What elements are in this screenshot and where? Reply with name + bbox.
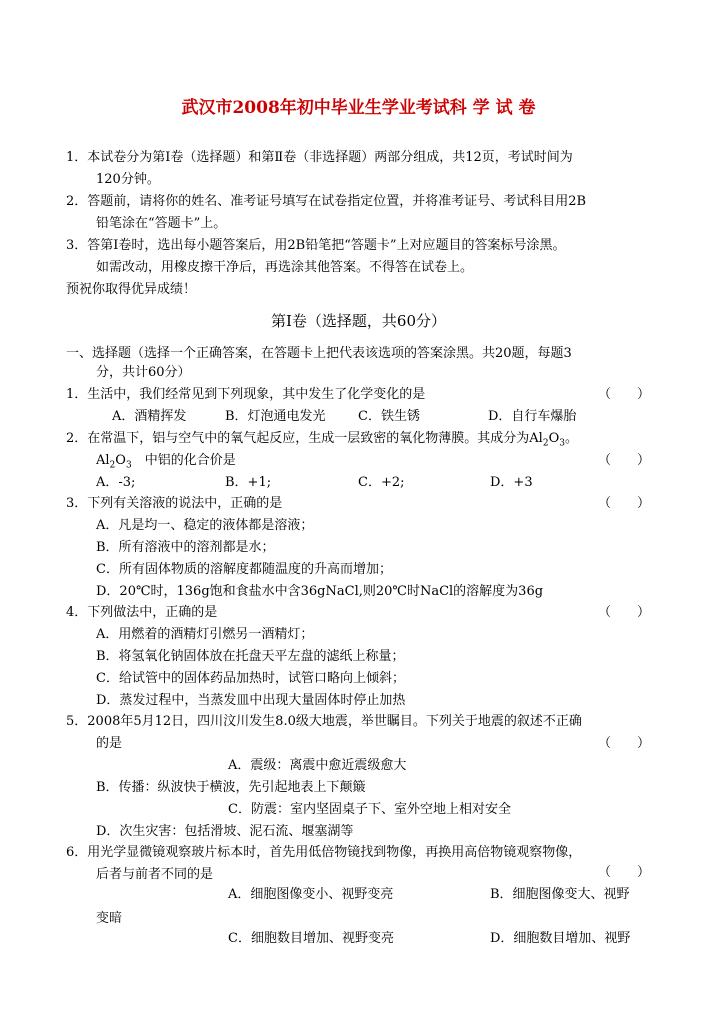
answer-paren: （ ） (598, 605, 651, 620)
option-a: A．酒精挥发 (112, 409, 187, 424)
option-d: D．+3 (490, 475, 533, 490)
stem-text: 。 (564, 431, 578, 446)
answer-paren: （ ） (598, 387, 651, 402)
section-title: 第Ⅰ卷（选择题，共60分） (270, 312, 446, 330)
option-d: D．蒸发过程中，当蒸发皿中出现大量固体时停止加热 (96, 693, 406, 708)
option-b: B．传播：纵波快于横波，先引起地表上下颠簸 (96, 780, 366, 795)
option-b: B．将氢氧化钠固体放在托盘天平左盘的滤纸上称量； (96, 649, 405, 664)
question-2-stem (66, 430, 578, 448)
option-a: A．细胞图像变小、视野变亮 (228, 887, 394, 902)
option-c: C．防震：室内坚固桌子下、室外空地上相对安全 (228, 802, 511, 817)
subscript: 2 (109, 460, 116, 471)
subscript: 3 (559, 438, 565, 449)
option-b: B．所有溶液中的溶剂都是水； (96, 540, 275, 555)
instruction-line: 1．本试卷分为第Ⅰ卷（选择题）和第Ⅱ卷（非选择题）两部分组成，共12页，考试时间为 (66, 150, 573, 165)
question-5-stem-cont: 的是 (96, 736, 123, 751)
instruction-line: 预祝你取得优异成绩！ (66, 282, 197, 297)
exam-title: 武汉市2008年初中毕业生学业考试科 学 试 卷 (181, 98, 536, 118)
part-heading: 一、选择题（选择一个正确答案，在答题卡上把代表该选项的答案涂黑。共20题，每题3 (66, 346, 572, 361)
option-b-cont: 变暗 (96, 911, 123, 926)
question-3-stem: 3．下列有关溶液的说法中，正确的是 (66, 496, 283, 511)
option-a: A．凡是均一、稳定的液体都是溶液； (96, 518, 314, 533)
option-d: D．20℃时，136g饱和食盐水中含36gNaCl,则20℃时NaCl的溶解度为36g (96, 584, 544, 599)
formula-text: O (115, 453, 126, 468)
question-4-stem: 4．下列做法中，正确的是 (66, 605, 218, 620)
question-1-stem: 1．生活中，我们经常见到下列现象，其中发生了化学变化的是 (66, 387, 426, 402)
stem-text: 2．在常温下，铝与空气中的氧气起反应，生成一层致密的氧化物薄膜。其成分为Al (66, 431, 543, 446)
answer-paren: （ ） (598, 736, 651, 751)
option-c: C．给试管中的固体药品加热时，试管口略向上倾斜； (96, 671, 405, 686)
option-c: C．铁生锈 (358, 409, 420, 424)
subscript: 2 (542, 438, 549, 449)
stem-text: O (548, 431, 560, 446)
option-c: C．所有固体物质的溶解度都随温度的升高而增加； (96, 562, 392, 577)
instruction-line: 3．答第Ⅰ卷时，选出每小题答案后，用2B铅笔把“答题卡”上对应题目的答案标号涂黑。 (66, 238, 566, 253)
formula-text: Al (96, 453, 110, 468)
option-d: D．细胞数目增加、视野 (490, 931, 631, 946)
question-6-stem-cont: 后者与前者不同的是 (96, 867, 214, 882)
option-b: B．灯泡通电发光 (225, 409, 326, 424)
option-d: D．次生灾害：包括滑坡、泥石流、堰塞湖等 (96, 824, 354, 839)
option-d: D．自行车爆胎 (488, 409, 577, 424)
option-c: C．+2; (358, 475, 405, 490)
question-5-stem: 5．2008年5月12日，四川汶川发生8.0级大地震，举世瞩目。下列关于地震的叙述不正确 (66, 714, 582, 729)
option-c: C．细胞数目增加、视野变亮 (228, 931, 394, 946)
subscript: 3 (125, 460, 132, 471)
option-b: B．细胞图像变大、视野 (490, 887, 630, 902)
answer-paren: （ ） (598, 496, 651, 511)
option-a: A．震级：离震中愈近震级愈大 (228, 758, 407, 773)
option-b: B．+1; (225, 475, 272, 490)
part-heading: 分，共计60分） (96, 365, 191, 380)
instruction-line: 如需改动，用橡皮擦干净后，再选涂其他答案。不得答在试卷上。 (96, 260, 474, 275)
answer-paren: （ ） (598, 453, 651, 468)
instruction-line: 2．答题前，请将你的姓名、准考证号填写在试卷指定位置，并将准考证号、考试科目用2B (66, 194, 587, 209)
question-2-line2 (96, 452, 236, 470)
option-a: A．-3; (96, 475, 136, 490)
answer-paren: （ ） (598, 865, 651, 880)
option-a: A．用燃着的酒精灯引燃另一酒精灯； (96, 627, 314, 642)
instruction-line: 120分钟。 (96, 172, 160, 187)
question-6-stem: 6．用光学显微镜观察玻片标本时，首先用低倍物镜找到物像，再换用高倍物镜观察物像， (66, 845, 582, 860)
instruction-line: 铅笔涂在“答题卡”上。 (96, 216, 227, 231)
stem-text: 中铝的化合价是 (131, 453, 236, 468)
